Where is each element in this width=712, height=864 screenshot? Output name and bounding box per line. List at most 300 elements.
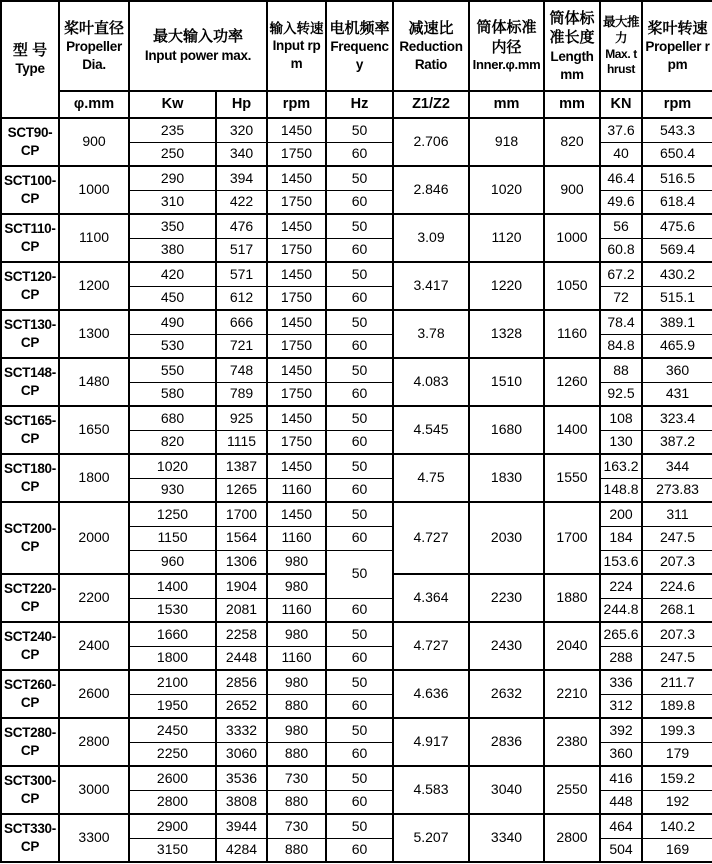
cell-prop-rpm: 199.3	[642, 718, 712, 742]
cell-dia: 2800	[59, 718, 129, 766]
cell-input-rpm: 730	[267, 766, 326, 790]
cell-input-rpm: 1750	[267, 382, 326, 406]
header-row-main	[1, 1, 712, 91]
cell-kw: 310	[129, 190, 216, 214]
cell-ratio: 4.917	[393, 718, 469, 766]
cell-hz: 60	[326, 478, 393, 502]
cell-hp: 1265	[216, 478, 267, 502]
cell-thrust: 130	[600, 430, 642, 454]
cell-hz: 60	[326, 286, 393, 310]
cell-hz: 60	[326, 598, 393, 622]
cell-hz: 50	[326, 166, 393, 190]
cell-inner: 1510	[469, 358, 544, 406]
cell-kw: 2900	[129, 814, 216, 838]
cell-hp: 320	[216, 118, 267, 142]
cell-dia: 3000	[59, 766, 129, 814]
unit-thrust: KN	[600, 91, 642, 118]
unit-hz: Hz	[326, 91, 393, 118]
cell-model: SCT200-CP	[1, 502, 59, 574]
col-header-thrust: 最大推力 Max. thrust	[600, 1, 642, 91]
cell-hp: 1700	[216, 502, 267, 526]
cell-dia: 1200	[59, 262, 129, 310]
cell-input-rpm: 1450	[267, 118, 326, 142]
cell-prop-rpm: 169	[642, 838, 712, 862]
cell-input-rpm: 880	[267, 742, 326, 766]
cell-dia: 1800	[59, 454, 129, 502]
cell-input-rpm: 980	[267, 574, 326, 598]
cell-dia: 1300	[59, 310, 129, 358]
cell-kw: 1660	[129, 622, 216, 646]
cell-inner: 1680	[469, 406, 544, 454]
cell-thrust: 49.6	[600, 190, 642, 214]
cell-hp: 3536	[216, 766, 267, 790]
cell-length: 1000	[544, 214, 600, 262]
cell-hz: 60	[326, 838, 393, 862]
cell-length: 1260	[544, 358, 600, 406]
cell-hz: 50	[326, 406, 393, 430]
table-row	[1, 310, 712, 334]
cell-inner: 1120	[469, 214, 544, 262]
cell-hp: 3060	[216, 742, 267, 766]
cell-inner: 918	[469, 118, 544, 166]
table-row	[1, 358, 712, 382]
cell-kw: 580	[129, 382, 216, 406]
cell-kw: 550	[129, 358, 216, 382]
cell-input-rpm: 1450	[267, 406, 326, 430]
col-header-inner-dia: 筒体标准内径 Inner.φ.mm	[469, 1, 544, 91]
cell-input-rpm: 1160	[267, 478, 326, 502]
cell-kw: 820	[129, 430, 216, 454]
cell-model: SCT90-CP	[1, 118, 59, 166]
cell-input-rpm: 980	[267, 718, 326, 742]
cell-thrust: 312	[600, 694, 642, 718]
col-header-length: 筒体标准长度 Length mm	[544, 1, 600, 91]
cell-hz: 60	[326, 190, 393, 214]
cell-prop-rpm: 543.3	[642, 118, 712, 142]
table-row	[1, 622, 712, 646]
cell-hz: 60	[326, 694, 393, 718]
cell-length: 1700	[544, 502, 600, 574]
cell-thrust: 148.8	[600, 478, 642, 502]
cell-thrust: 184	[600, 526, 642, 550]
cell-prop-rpm: 273.83	[642, 478, 712, 502]
cell-dia: 3300	[59, 814, 129, 862]
col-header-input-rpm: 输入转速 Input rpm	[267, 1, 326, 91]
unit-input-rpm: rpm	[267, 91, 326, 118]
cell-dia: 1000	[59, 166, 129, 214]
cell-hp: 340	[216, 142, 267, 166]
cell-hp: 476	[216, 214, 267, 238]
cell-hp: 517	[216, 238, 267, 262]
cell-input-rpm: 1160	[267, 646, 326, 670]
col-header-type	[1, 1, 59, 118]
table-row	[1, 454, 712, 478]
cell-thrust: 392	[600, 718, 642, 742]
cell-prop-rpm: 344	[642, 454, 712, 478]
cell-thrust: 224	[600, 574, 642, 598]
col-header-type-en: Type	[15, 61, 45, 77]
cell-prop-rpm: 311	[642, 502, 712, 526]
table-row	[1, 262, 712, 286]
cell-thrust: 88	[600, 358, 642, 382]
cell-model: SCT330-CP	[1, 814, 59, 862]
cell-hp: 3808	[216, 790, 267, 814]
cell-prop-rpm: 268.1	[642, 598, 712, 622]
cell-ratio: 3.417	[393, 262, 469, 310]
cell-kw: 1950	[129, 694, 216, 718]
cell-thrust: 84.8	[600, 334, 642, 358]
cell-dia: 2000	[59, 502, 129, 574]
cell-thrust: 416	[600, 766, 642, 790]
cell-inner: 2030	[469, 502, 544, 574]
cell-kw: 350	[129, 214, 216, 238]
cell-input-rpm: 1160	[267, 598, 326, 622]
cell-thrust: 78.4	[600, 310, 642, 334]
cell-prop-rpm: 179	[642, 742, 712, 766]
cell-prop-rpm: 618.4	[642, 190, 712, 214]
cell-hz: 50	[326, 214, 393, 238]
unit-kw: Kw	[129, 91, 216, 118]
cell-thrust: 72	[600, 286, 642, 310]
cell-hz: 60	[326, 646, 393, 670]
cell-dia: 2600	[59, 670, 129, 718]
cell-hp: 2258	[216, 622, 267, 646]
cell-model: SCT260-CP	[1, 670, 59, 718]
cell-hp: 925	[216, 406, 267, 430]
cell-thrust: 108	[600, 406, 642, 430]
cell-hz: 50	[326, 454, 393, 478]
cell-length: 2800	[544, 814, 600, 862]
cell-prop-rpm: 430.2	[642, 262, 712, 286]
cell-kw: 2100	[129, 670, 216, 694]
cell-thrust: 37.6	[600, 118, 642, 142]
cell-thrust: 46.4	[600, 166, 642, 190]
cell-hp: 789	[216, 382, 267, 406]
cell-thrust: 464	[600, 814, 642, 838]
cell-inner: 3040	[469, 766, 544, 814]
cell-input-rpm: 1450	[267, 502, 326, 526]
cell-input-rpm: 1450	[267, 166, 326, 190]
cell-input-rpm: 1750	[267, 286, 326, 310]
cell-kw: 1020	[129, 454, 216, 478]
cell-inner: 1328	[469, 310, 544, 358]
cell-input-rpm: 1450	[267, 262, 326, 286]
cell-kw: 2250	[129, 742, 216, 766]
cell-hz: 60	[326, 382, 393, 406]
col-header-frequency: 电机频率 Frequency	[326, 1, 393, 91]
cell-kw: 930	[129, 478, 216, 502]
cell-ratio: 4.636	[393, 670, 469, 718]
cell-hp: 1564	[216, 526, 267, 550]
cell-hp: 3332	[216, 718, 267, 742]
cell-kw: 1150	[129, 526, 216, 550]
cell-hz: 50	[326, 310, 393, 334]
cell-hp: 394	[216, 166, 267, 190]
unit-length: mm	[544, 91, 600, 118]
cell-hp: 422	[216, 190, 267, 214]
cell-model: SCT165-CP	[1, 406, 59, 454]
cell-thrust: 56	[600, 214, 642, 238]
cell-hz: 60	[326, 334, 393, 358]
table-row	[1, 766, 712, 790]
cell-length: 1400	[544, 406, 600, 454]
cell-hz: 60	[326, 142, 393, 166]
unit-inner: mm	[469, 91, 544, 118]
cell-ratio: 3.78	[393, 310, 469, 358]
cell-input-rpm: 980	[267, 550, 326, 574]
cell-hp: 2081	[216, 598, 267, 622]
cell-hz: 50	[326, 118, 393, 142]
cell-kw: 2600	[129, 766, 216, 790]
cell-hp: 1904	[216, 574, 267, 598]
cell-inner: 1830	[469, 454, 544, 502]
cell-ratio: 4.75	[393, 454, 469, 502]
cell-hz: 50	[326, 622, 393, 646]
cell-model: SCT100-CP	[1, 166, 59, 214]
col-header-type-zh: 型 号	[12, 41, 48, 59]
cell-model: SCT130-CP	[1, 310, 59, 358]
cell-ratio: 4.583	[393, 766, 469, 814]
cell-kw: 290	[129, 166, 216, 190]
cell-thrust: 60.8	[600, 238, 642, 262]
cell-input-rpm: 880	[267, 838, 326, 862]
cell-prop-rpm: 207.3	[642, 622, 712, 646]
cell-input-rpm: 1450	[267, 214, 326, 238]
cell-prop-rpm: 192	[642, 790, 712, 814]
cell-thrust: 153.6	[600, 550, 642, 574]
cell-kw: 1400	[129, 574, 216, 598]
cell-length: 820	[544, 118, 600, 166]
cell-inner: 1020	[469, 166, 544, 214]
cell-hz: 50	[326, 670, 393, 694]
cell-input-rpm: 880	[267, 790, 326, 814]
cell-dia: 2400	[59, 622, 129, 670]
cell-hz: 60	[326, 526, 393, 550]
unit-ratio: Z1/Z2	[393, 91, 469, 118]
cell-prop-rpm: 323.4	[642, 406, 712, 430]
cell-kw: 2450	[129, 718, 216, 742]
cell-hp: 1115	[216, 430, 267, 454]
cell-model: SCT240-CP	[1, 622, 59, 670]
cell-hz: 60	[326, 238, 393, 262]
cell-input-rpm: 1750	[267, 190, 326, 214]
cell-ratio: 2.706	[393, 118, 469, 166]
cell-kw: 450	[129, 286, 216, 310]
cell-thrust: 288	[600, 646, 642, 670]
table-row	[1, 814, 712, 838]
cell-ratio: 4.364	[393, 574, 469, 622]
table-row	[1, 718, 712, 742]
cell-hp: 2856	[216, 670, 267, 694]
cell-hp: 1306	[216, 550, 267, 574]
cell-hz: 50	[326, 502, 393, 526]
cell-hz: 50	[326, 718, 393, 742]
cell-dia: 2200	[59, 574, 129, 622]
cell-inner: 3340	[469, 814, 544, 862]
cell-hz: 50	[326, 814, 393, 838]
cell-hz: 60	[326, 742, 393, 766]
cell-prop-rpm: 431	[642, 382, 712, 406]
cell-thrust: 504	[600, 838, 642, 862]
header-row-units	[1, 91, 712, 118]
cell-length: 2210	[544, 670, 600, 718]
cell-ratio: 4.727	[393, 622, 469, 670]
cell-hz: 60	[326, 430, 393, 454]
cell-kw: 490	[129, 310, 216, 334]
unit-hp: Hp	[216, 91, 267, 118]
col-header-ratio: 减速比 Reduction Ratio	[393, 1, 469, 91]
cell-thrust: 265.6	[600, 622, 642, 646]
cell-prop-rpm: 140.2	[642, 814, 712, 838]
cell-hp: 612	[216, 286, 267, 310]
cell-prop-rpm: 360	[642, 358, 712, 382]
cell-prop-rpm: 475.6	[642, 214, 712, 238]
cell-kw: 1800	[129, 646, 216, 670]
cell-inner: 2430	[469, 622, 544, 670]
cell-input-rpm: 1750	[267, 334, 326, 358]
cell-prop-rpm: 189.8	[642, 694, 712, 718]
cell-hp: 571	[216, 262, 267, 286]
cell-prop-rpm: 207.3	[642, 550, 712, 574]
cell-length: 1880	[544, 574, 600, 622]
cell-model: SCT110-CP	[1, 214, 59, 262]
cell-input-rpm: 980	[267, 670, 326, 694]
cell-kw: 250	[129, 142, 216, 166]
cell-thrust: 67.2	[600, 262, 642, 286]
cell-input-rpm: 1450	[267, 358, 326, 382]
cell-input-rpm: 1160	[267, 526, 326, 550]
cell-thrust: 448	[600, 790, 642, 814]
cell-prop-rpm: 247.5	[642, 526, 712, 550]
cell-ratio: 4.545	[393, 406, 469, 454]
cell-ratio: 2.846	[393, 166, 469, 214]
table-row	[1, 670, 712, 694]
unit-dia: φ.mm	[59, 91, 129, 118]
cell-inner: 2836	[469, 718, 544, 766]
cell-input-rpm: 1450	[267, 310, 326, 334]
cell-input-rpm: 1750	[267, 238, 326, 262]
cell-thrust: 40	[600, 142, 642, 166]
cell-input-rpm: 880	[267, 694, 326, 718]
cell-dia: 1650	[59, 406, 129, 454]
table-header	[1, 1, 712, 118]
cell-length: 900	[544, 166, 600, 214]
cell-hz: 50	[326, 358, 393, 382]
cell-hz: 50	[326, 550, 393, 598]
cell-kw: 1530	[129, 598, 216, 622]
cell-dia: 1480	[59, 358, 129, 406]
cell-thrust: 336	[600, 670, 642, 694]
cell-prop-rpm: 387.2	[642, 430, 712, 454]
cell-model: SCT280-CP	[1, 718, 59, 766]
table-row	[1, 502, 712, 526]
cell-input-rpm: 980	[267, 622, 326, 646]
cell-prop-rpm: 650.4	[642, 142, 712, 166]
cell-prop-rpm: 224.6	[642, 574, 712, 598]
cell-dia: 1100	[59, 214, 129, 262]
cell-input-rpm: 1750	[267, 142, 326, 166]
col-header-prop-rpm: 桨叶转速 Propeller rpm	[642, 1, 712, 91]
cell-model: SCT300-CP	[1, 766, 59, 814]
cell-thrust: 163.2	[600, 454, 642, 478]
cell-model: SCT148-CP	[1, 358, 59, 406]
cell-input-rpm: 1450	[267, 454, 326, 478]
cell-prop-rpm: 515.1	[642, 286, 712, 310]
cell-hp: 748	[216, 358, 267, 382]
cell-ratio: 4.083	[393, 358, 469, 406]
cell-kw: 3150	[129, 838, 216, 862]
cell-hp: 4284	[216, 838, 267, 862]
cell-input-rpm: 730	[267, 814, 326, 838]
cell-kw: 420	[129, 262, 216, 286]
cell-kw: 2800	[129, 790, 216, 814]
unit-prop-rpm: rpm	[642, 91, 712, 118]
cell-inner: 2230	[469, 574, 544, 622]
cell-prop-rpm: 389.1	[642, 310, 712, 334]
cell-hp: 721	[216, 334, 267, 358]
cell-ratio: 5.207	[393, 814, 469, 862]
cell-kw: 235	[129, 118, 216, 142]
cell-length: 2550	[544, 766, 600, 814]
cell-hp: 3944	[216, 814, 267, 838]
cell-inner: 2632	[469, 670, 544, 718]
cell-prop-rpm: 211.7	[642, 670, 712, 694]
table-row	[1, 406, 712, 430]
cell-length: 2380	[544, 718, 600, 766]
cell-length: 1550	[544, 454, 600, 502]
col-header-dia: 桨叶直径 Propeller Dia.	[59, 1, 129, 91]
cell-length: 1160	[544, 310, 600, 358]
table-body	[1, 118, 712, 862]
cell-kw: 680	[129, 406, 216, 430]
cell-thrust: 360	[600, 742, 642, 766]
table-row	[1, 166, 712, 190]
cell-prop-rpm: 465.9	[642, 334, 712, 358]
cell-hp: 2652	[216, 694, 267, 718]
cell-hz: 50	[326, 262, 393, 286]
cell-hp: 666	[216, 310, 267, 334]
cell-kw: 960	[129, 550, 216, 574]
cell-kw: 380	[129, 238, 216, 262]
cell-prop-rpm: 159.2	[642, 766, 712, 790]
cell-ratio: 4.727	[393, 502, 469, 574]
cell-kw: 530	[129, 334, 216, 358]
cell-input-rpm: 1750	[267, 430, 326, 454]
cell-length: 1050	[544, 262, 600, 310]
col-header-power: 最大输入功率 Input power max.	[129, 1, 267, 91]
cell-thrust: 92.5	[600, 382, 642, 406]
cell-thrust: 200	[600, 502, 642, 526]
cell-hz: 50	[326, 766, 393, 790]
cell-inner: 1220	[469, 262, 544, 310]
cell-ratio: 3.09	[393, 214, 469, 262]
cell-hp: 1387	[216, 454, 267, 478]
cell-prop-rpm: 516.5	[642, 166, 712, 190]
table-row	[1, 118, 712, 142]
cell-length: 2040	[544, 622, 600, 670]
cell-kw: 1250	[129, 502, 216, 526]
cell-thrust: 244.8	[600, 598, 642, 622]
table-row	[1, 214, 712, 238]
cell-model: SCT220-CP	[1, 574, 59, 622]
cell-prop-rpm: 247.5	[642, 646, 712, 670]
cell-dia: 900	[59, 118, 129, 166]
cell-model: SCT120-CP	[1, 262, 59, 310]
cell-hz: 60	[326, 790, 393, 814]
cell-hp: 2448	[216, 646, 267, 670]
cell-model: SCT180-CP	[1, 454, 59, 502]
cell-prop-rpm: 569.4	[642, 238, 712, 262]
